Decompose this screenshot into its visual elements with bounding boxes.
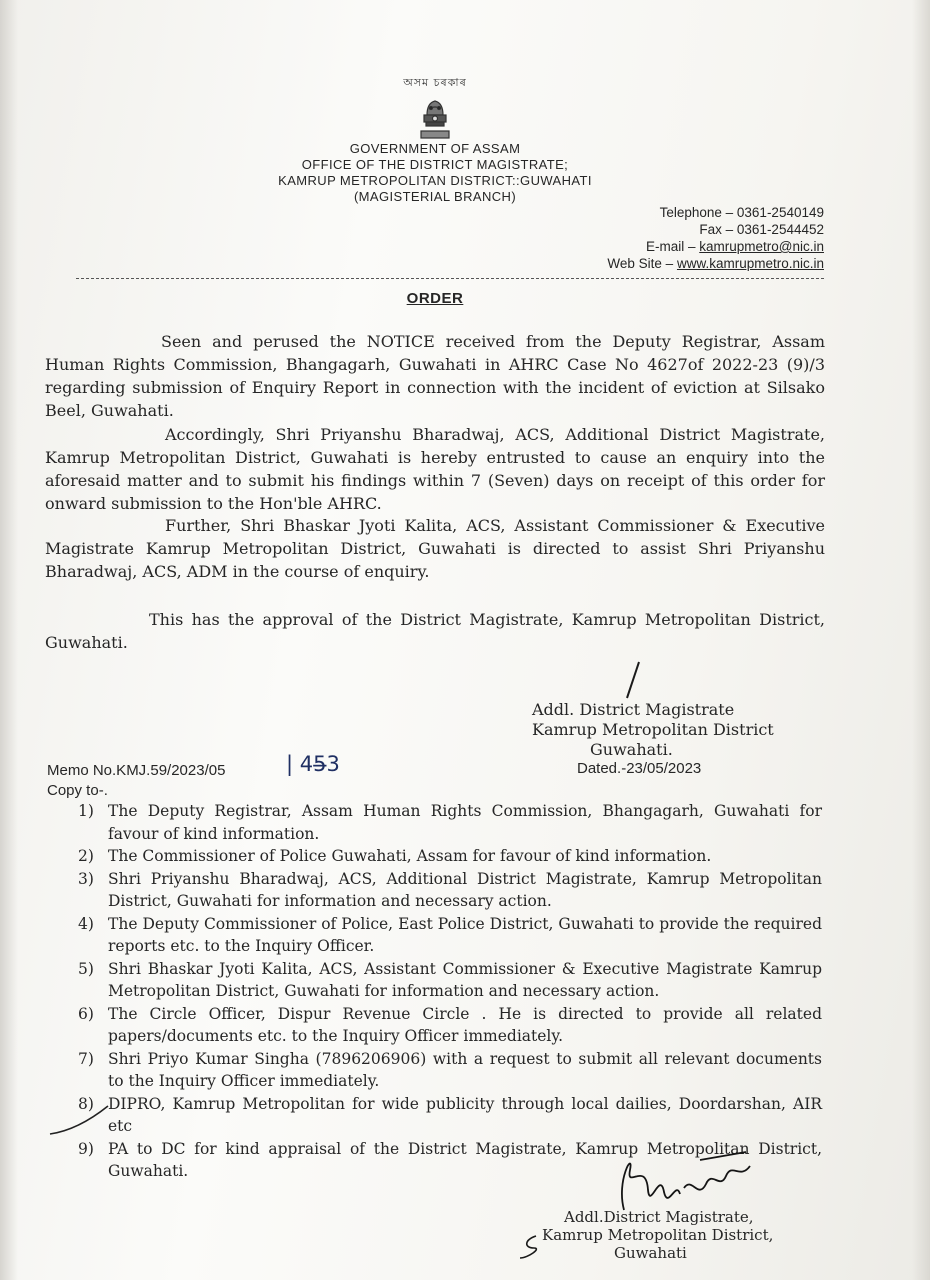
letterhead-branch: (MAGISTERIAL BRANCH) [353,189,517,204]
copy-list-text: Shri Bhaskar Jyoti Kalita, ACS, Assistant Commissioner & Executive Magistrate Kamrup Metropolitan District, Guwahati for information and necessary action. [108,959,822,1000]
copy-list-item [78,913,822,958]
copy-list-text: The Commissioner of Police Guwahati, Assam for favour of kind information. [108,847,712,865]
copy-list-text: PA to DC for kind appraisal of the District Magistrate, Kamrup Metropolitan District, Guwahati. [108,1139,822,1180]
copy-list-text: DIPRO, Kamrup Metropolitan for wide publicity through local dailies, Doordarshan, AIR etc [108,1094,822,1135]
letterhead-office: OFFICE OF THE DISTRICT MAGISTRATE; [301,157,569,172]
signatory-district: Kamrup Metropolitan District [532,720,774,739]
copy-list-number: 4) [78,914,94,933]
copy-list-number: 2) [78,847,94,865]
paragraph-entrusted: Accordingly, Shri Priyanshu Bharadwaj, ACS, Additional District Magistrate, Kamrup Metropolitan District, Guwahati is hereby entrusted to cause an enquiry into the aforesaid matter and to submit his findings within 7 (Seven) days on receipt of this order for onward submission to the Hon'ble AHRC. [45,425,825,513]
letterhead [0,74,870,205]
strike-mark-icon [48,1100,118,1140]
website-line [607,255,824,272]
contact-block [607,204,824,272]
copy-to-label: Copy to-. [47,782,108,799]
copy-list-text: The Deputy Commissioner of Police, East Police District, Guwahati to provide the required reports etc. to the Inquiry Officer. [108,914,822,955]
copy-list-text: Shri Priyo Kumar Singha (7896206906) with a request to submit all relevant documents to the Inquiry Officer immediately. [108,1049,822,1090]
telephone-line [607,204,824,221]
fax-value: 0361-2544452 [736,222,824,237]
memo-date: Dated.-23/05/2023 [577,760,702,777]
letterhead-government: GOVERNMENT OF ASSAM [349,141,521,156]
copy-list-item [78,1048,822,1093]
paragraph-approval: This has the approval of the District Magistrate, Kamrup Metropolitan District, Guwahati. [45,610,825,652]
copy-list-number: 7) [78,1049,94,1068]
national-emblem-icon [415,95,455,141]
copy-list-number: 5) [78,959,94,978]
copy-list-text: The Circle Officer, Dispur Revenue Circle . He is directed to provide all related papers/documents etc. to the Inquiry Officer immediately. [108,1004,822,1045]
fax-label: Fax – [699,222,737,237]
signatory2-city: Guwahati [614,1244,687,1262]
email-label: E-mail – [645,239,700,254]
memo-number: Memo No.KMJ.59/2023/05 [47,762,226,779]
website-link[interactable]: www.kamrupmetro.nic.in [676,256,824,271]
fax-line [607,221,824,238]
email-link[interactable]: kamrupmetro@nic.in [699,239,824,254]
page-right-shadow [912,0,930,1280]
copy-list-number: 1) [78,802,94,820]
copy-list-item [78,1093,822,1138]
dashed-divider [76,278,824,279]
copy-list-text: Shri Priyanshu Bharadwaj, ACS, Additional District Magistrate, Kamrup Metropolitan District, Guwahati for information and necessary action. [108,869,822,910]
copy-list-number: 8) [78,1094,94,1113]
telephone-value: 0361-2540149 [736,205,824,220]
copy-list-item [78,800,822,845]
letterhead-district: KAMRUP METROPOLITAN DISTRICT::GUWAHATI [278,173,592,188]
copy-list [78,800,822,1183]
signature-block-1 [532,700,802,760]
signatory-title: Addl. District Magistrate [532,700,735,719]
signatory2-district: Kamrup Metropolitan District, [542,1226,774,1244]
copy-list-item [78,1003,822,1048]
telephone-label: Telephone – [659,205,737,220]
pen-stroke-icon [622,660,642,700]
copy-list-text: The Deputy Registrar, Assam Human Rights Commission, Bhangagarh, Guwahati for favour of kind information. [108,802,822,843]
signatory2-title: Addl.District Magistrate, [564,1208,754,1226]
paragraph-notice: Seen and perused the NOTICE received from the Deputy Registrar, Assam Human Rights Commission, Bhangagarh, Guwahati in AHRC Case No 4627of 2022-23 (9)/3 regarding submission of Enquiry Report in connection with the incident of eviction at Silsako Beel, Guwahati. [45,332,825,420]
signatory-city: Guwahati. [590,740,673,759]
copy-list-number: 3) [78,869,94,888]
email-line [607,238,824,255]
website-label: Web Site – [607,256,677,271]
copy-list-item [78,868,822,913]
paragraph-assist: Further, Shri Bhaskar Jyoti Kalita, ACS, Assistant Commissioner & Executive Magistrate Kamrup Metropolitan District, Guwahati is directed to assist Shri Priyanshu Bharadwaj, ACS, ADM in the course of enquiry. [45,516,825,581]
signature-block-2 [528,1208,818,1262]
copy-list-item [78,845,822,868]
copy-list-number: 9) [78,1139,94,1158]
copy-list-item [78,958,822,1003]
memo-handwritten-number: | 45̶3 [286,752,340,776]
letterhead-assamese: অসম চৰকাৰ [403,76,467,89]
order-title: ORDER [406,290,464,307]
copy-list-number: 6) [78,1004,94,1023]
